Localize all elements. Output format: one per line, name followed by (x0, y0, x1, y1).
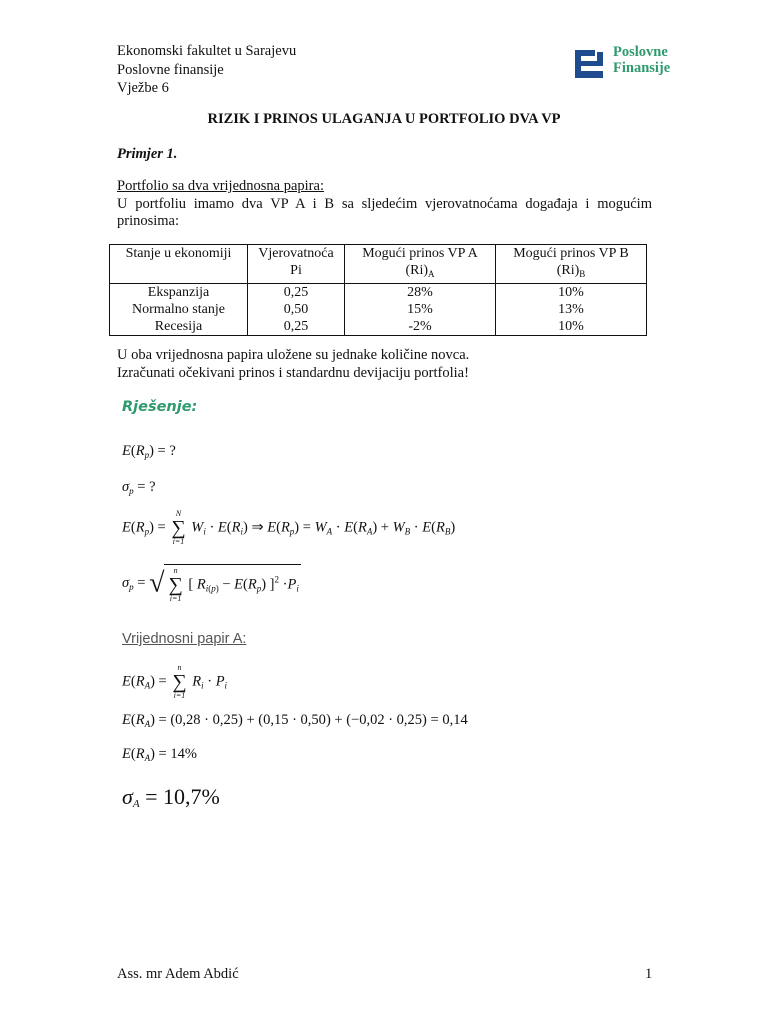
formula-sigma-a: $\sigma_A = 10,7\%$ (122, 784, 220, 810)
sum-symbol-icon: n ∑ i=1 (168, 566, 183, 603)
table-cell-state: Ekspanzija Normalno stanje Recesija (110, 284, 248, 336)
solution-label: Rješenje: (122, 399, 198, 415)
intro-text: U portfoliu imamo dva VP A i B sa sljedećim vjerovatnoćama događaja i mogućim prinosima: (117, 195, 652, 229)
table-header-cell: Mogući prinos VP A $(Ri)_A$ (345, 245, 496, 284)
table-row (110, 284, 647, 336)
logo (573, 44, 683, 82)
example-label: Primjer 1. (117, 146, 178, 162)
logo-mark-icon (573, 46, 607, 80)
formula-sigma-portfolio: $\sigma_p$ = ? (122, 479, 156, 496)
sum-symbol-icon: n ∑ i=1 (172, 663, 187, 700)
formula-expected-return-a-calc: $E(R_A) = (0,28 \cdot 0,25) + (0,15 \cdot 0,50) + (-0,02 \cdot 0,25) = 0,14$ (122, 712, 468, 729)
formula-expected-return-a: $E(R_A)$ = n ∑ i=1 $R_i \cdot P_i$ (122, 663, 228, 700)
security-a-label: Vrijednosni papir A: (122, 631, 247, 647)
task-paragraph (117, 347, 469, 382)
formula-expected-return-a-percent: $E(R_A) = 14\%$ (122, 746, 197, 763)
formula-expected-return-definition: $E(R_p)$ = N ∑ i=1 $W_i \cdot E(R_i)$ ⇒ $E(R_p) = W_A \cdot E(R_A) + W_B \cdot E(R_B)$ (122, 509, 456, 546)
header-faculty: Ekonomski fakultet u Sarajevu (117, 43, 297, 59)
page-number: 1 (645, 966, 653, 982)
table-header-cell: Mogući prinos VP B $(Ri)_B$ (496, 245, 647, 284)
table-cell-probability: 0,25 0,50 0,25 (248, 284, 345, 336)
document-header (117, 42, 296, 98)
footer-author: Ass. mr Adem Abdić (117, 966, 239, 982)
formula-sigma-definition: $\sigma_p$ = √ n ∑ i=1 [ $R_{i(p)} - E(R_p)$ ]$^2 \cdot P_i$ (122, 566, 299, 603)
intro-paragraph (117, 178, 652, 231)
table-header-cell: Stanje u ekonomiji (110, 245, 248, 284)
logo-line1: Poslovne (613, 44, 668, 60)
header-exercise: Vježbe 6 (117, 80, 169, 96)
table-cell-return-b: 10% 13% 10% (496, 284, 647, 336)
logo-line2: Finansije (613, 60, 671, 76)
sum-symbol-icon: N ∑ i=1 (171, 509, 186, 546)
intro-heading: Portfolio sa dva vrijednosna papira: (117, 178, 324, 194)
table-cell-return-a: 28% 15% -2% (345, 284, 496, 336)
page-title: RIZIK I PRINOS ULAGANJA U PORTFOLIO DVA VP (207, 111, 561, 127)
formula-expected-return-portfolio: $E(R_p)$ = ? (122, 443, 176, 460)
table-header-cell: Vjerovatnoća Pi (248, 245, 345, 284)
probability-table (109, 244, 647, 336)
header-course: Poslovne finansije (117, 61, 224, 78)
task-line1: U oba vrijednosna papira uložene su jednake količine novca. (117, 347, 470, 363)
table-header-row (110, 245, 647, 284)
task-line2: Izračunati očekivani prinos i standardnu devijaciju portfolia! (117, 364, 469, 381)
